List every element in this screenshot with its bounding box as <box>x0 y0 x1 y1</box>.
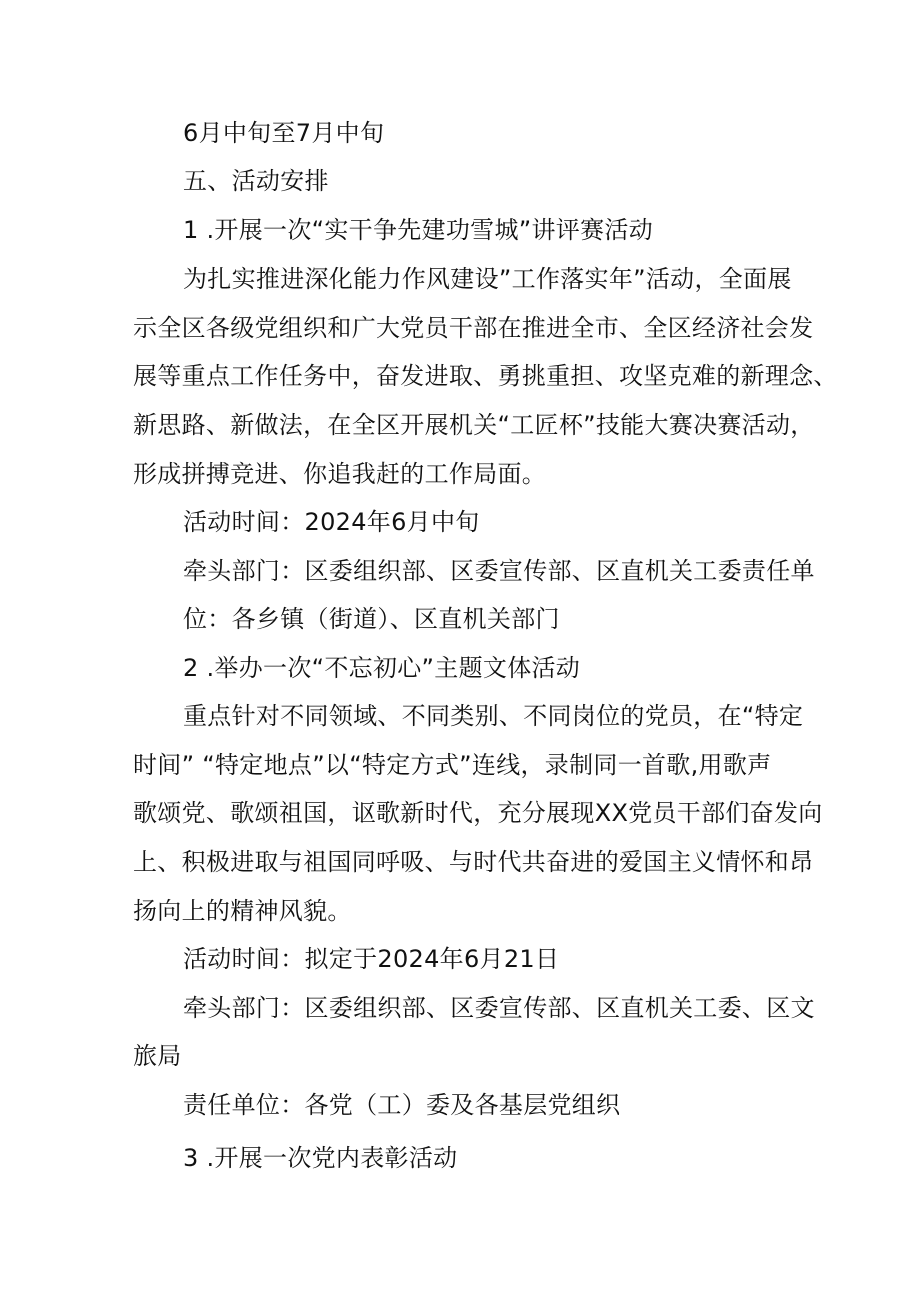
item-1-responsible-units: 位：各乡镇（街道）、区直机关部门 <box>183 605 560 633</box>
item-1-paragraph-line-4: 新思路、新做法，在全区开展机关“工匠杯”技能大赛决赛活动， <box>133 411 815 439</box>
item-2-paragraph-line-4: 上、积极进取与祖国同呼吸、与时代共奋进的爱国主义情怀和昂 <box>133 848 814 876</box>
item-2-paragraph-line-5: 扬向上的精神风貌。 <box>133 897 352 925</box>
item-1-paragraph-line-5: 形成拼搏竞进、你追我赶的工作局面。 <box>133 460 547 488</box>
item-2-lead-department-line-1: 牵头部门：区委组织部、区委宣传部、区直机关工委、区文 <box>183 994 815 1022</box>
item-1-activity-time: 活动时间：2024年6月中旬 <box>183 508 480 536</box>
item-2-paragraph-line-3: 歌颂党、歌颂祖国，讴歌新时代，充分展现XX党员干部们奋发向 <box>133 799 823 827</box>
item-1-paragraph-line-3: 展等重点工作任务中，奋发进取、勇挑重担、攻坚克难的新理念、 <box>133 362 838 390</box>
item-2-lead-department-line-2: 旅局 <box>133 1042 182 1070</box>
item-1-lead-department: 牵头部门：区委组织部、区委宣传部、区直机关工委责任单 <box>183 557 815 585</box>
item-1-heading: 1 .开展一次“实干争先建功雪城”讲评赛活动 <box>183 216 653 244</box>
item-1-paragraph-line-2: 示全区各级党组织和广大党员干部在推进全市、全区经济社会发 <box>133 314 814 342</box>
item-2-heading: 2 .举办一次“不忘初心”主题文体活动 <box>183 654 581 682</box>
period-line: 6月中旬至7月中旬 <box>183 119 385 147</box>
item-2-activity-time: 活动时间：拟定于2024年6月21日 <box>183 945 560 973</box>
item-3-heading: 3 .开展一次党内表彰活动 <box>183 1144 458 1172</box>
section-heading-activity-arrangement: 五、活动安排 <box>183 167 329 195</box>
item-2-paragraph-line-1: 重点针对不同领域、不同类别、不同岗位的党员，在“特定 <box>183 702 804 730</box>
item-2-responsible-units: 责任单位：各党（工）委及各基层党组织 <box>183 1091 621 1119</box>
item-1-paragraph-line-1: 为扎实推进深化能力作风建设”工作落实年”活动，全面展 <box>183 265 792 293</box>
item-2-paragraph-line-2: 时间” “特定地点”以“特定方式”连线，录制同一首歌,用歌声 <box>133 751 772 779</box>
